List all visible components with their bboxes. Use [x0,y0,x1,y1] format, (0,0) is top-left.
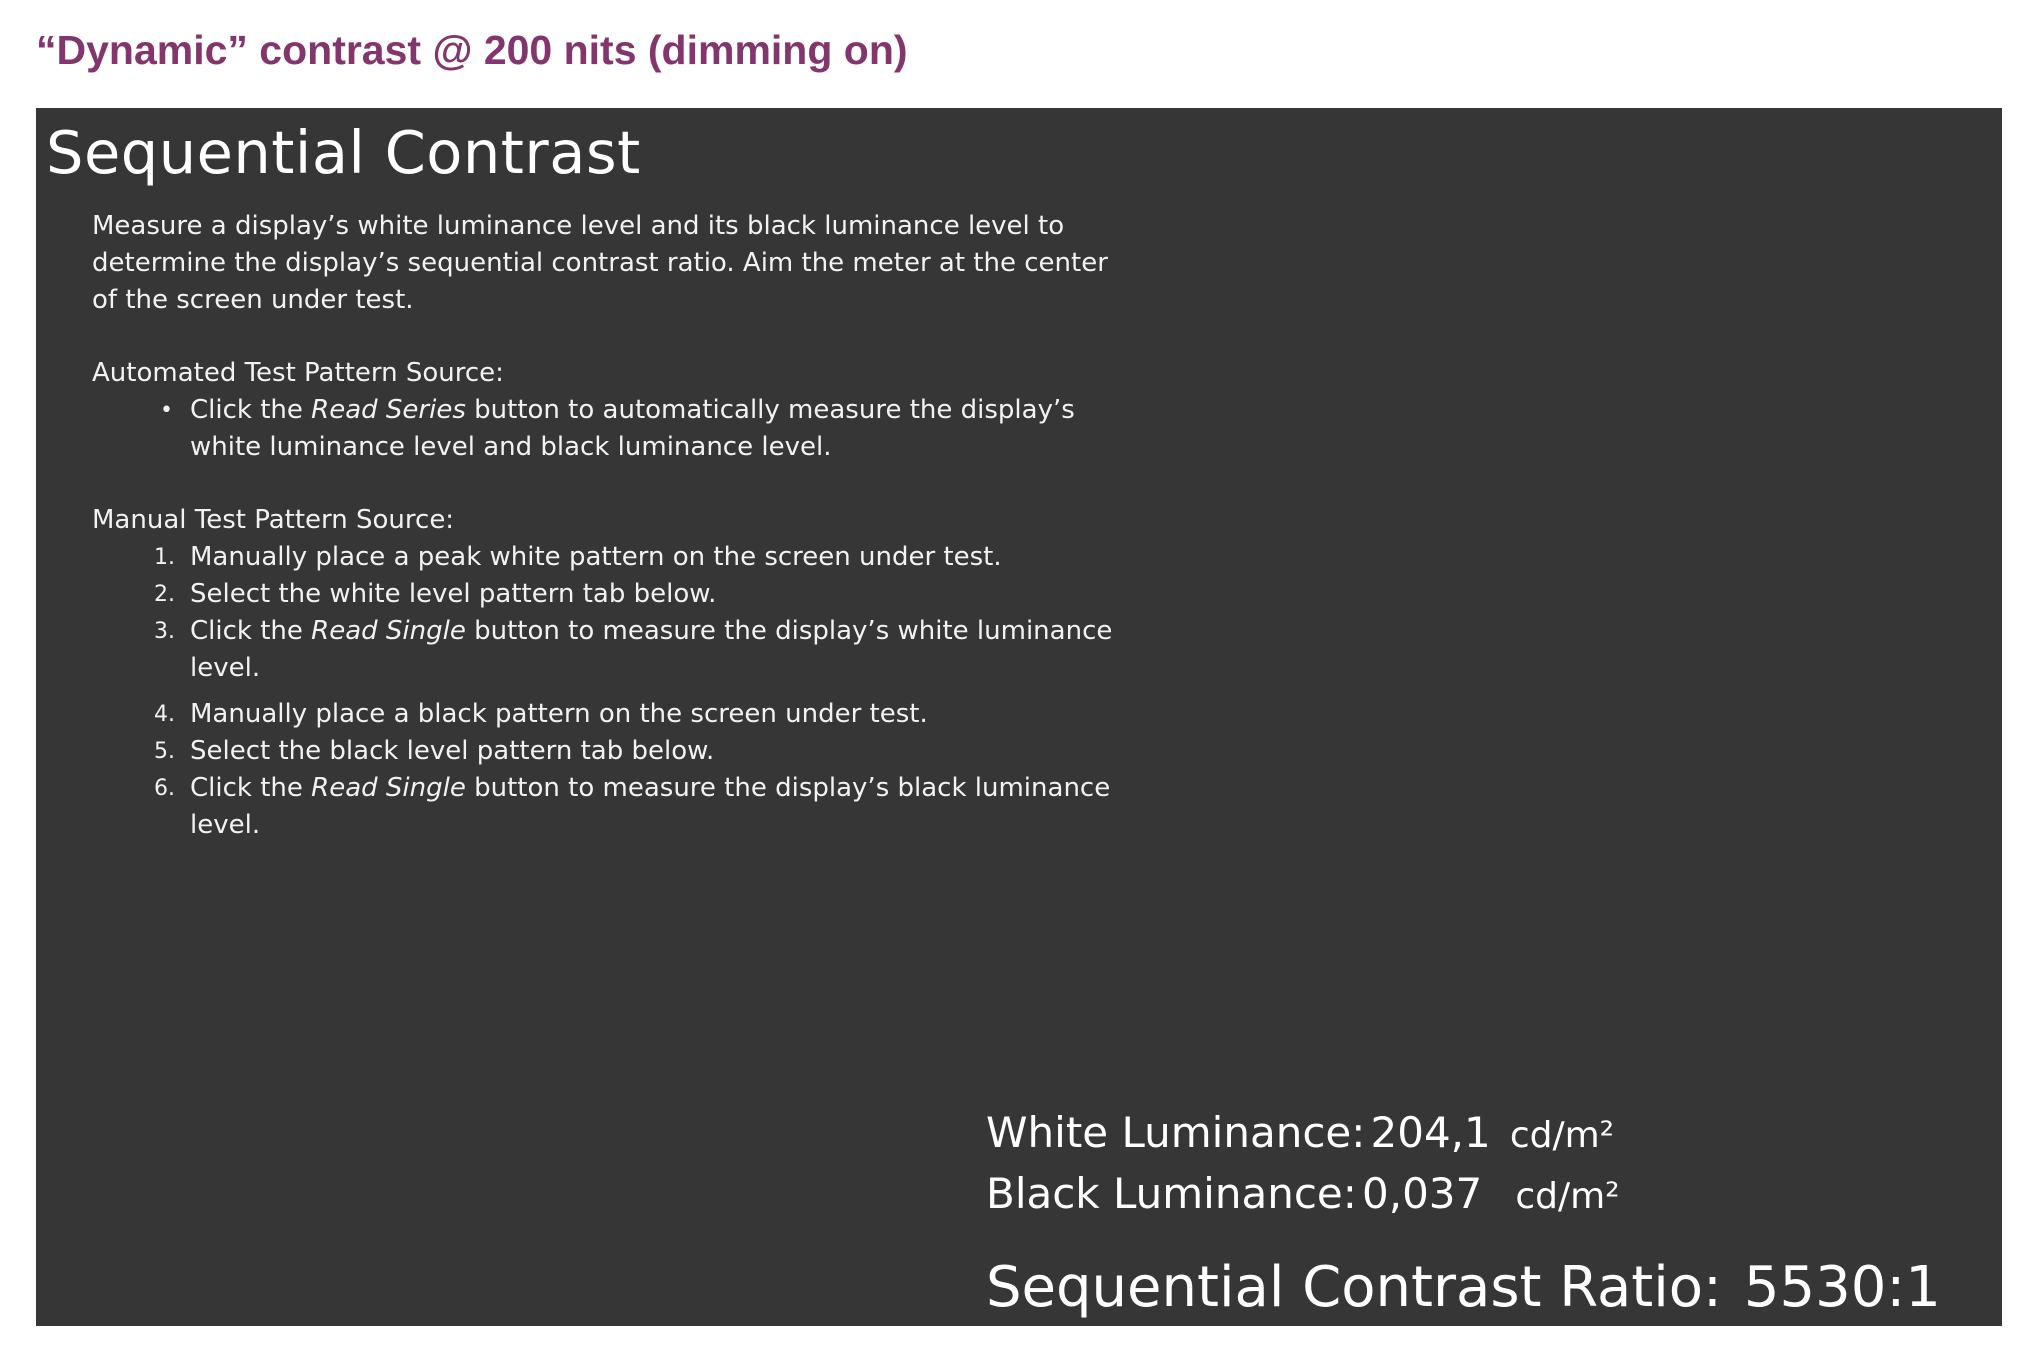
black-luminance-label: Black Luminance: [986,1169,1357,1218]
contrast-ratio-value: 5530:1 [1743,1255,1941,1320]
page-heading: “Dynamic” contrast @ 200 nits (dimming on) [36,27,908,73]
white-luminance-readout [986,1108,1614,1158]
read-series-term: Read Series [311,395,466,425]
black-luminance-readout [986,1169,1620,1219]
automated-heading: Automated Test Pattern Source: [92,358,504,388]
white-luminance-value: 204,1 [1370,1108,1491,1157]
black-luminance-unit: cd/m² [1515,1176,1620,1217]
bullet-icon: • [160,398,173,423]
list-item: 2. Select the white level pattern tab below. [154,579,717,609]
list-item: 4. Manually place a black pattern on the screen under test. [154,699,928,729]
manual-heading: Manual Test Pattern Source: [92,505,455,535]
automated-list [92,392,1132,466]
list-item: • Click the Read Series button to automatically measure the display’s white luminance level and black luminance level. [92,392,1132,466]
black-luminance-value: 0,037 [1362,1169,1483,1218]
sequential-contrast-panel [36,108,2002,1326]
manual-steps [92,539,1132,844]
read-single-term: Read Single [311,616,466,646]
list-item: 3. Click the Read Single button to measure the display’s white luminance level. [154,616,1113,683]
list-item: 1. Manually place a peak white pattern on the screen under test. [154,542,1002,572]
instructions [92,208,1132,844]
panel-title: Sequential Contrast [46,118,641,187]
contrast-ratio-label: Sequential Contrast Ratio: [986,1255,1722,1320]
intro-text: Measure a display’s white luminance level and its black luminance level to determine the display’s sequential contrast ratio. Aim the meter at the center of the screen under test. [92,211,1108,315]
contrast-ratio-readout [986,1254,1941,1321]
list-item: 5. Select the black level pattern tab below. [154,736,715,766]
list-item: 6. Click the Read Single button to measure the display’s black luminance level. [154,773,1111,840]
white-luminance-unit: cd/m² [1509,1115,1615,1156]
read-single-term: Read Single [311,773,466,803]
white-luminance-label: White Luminance: [986,1108,1366,1157]
